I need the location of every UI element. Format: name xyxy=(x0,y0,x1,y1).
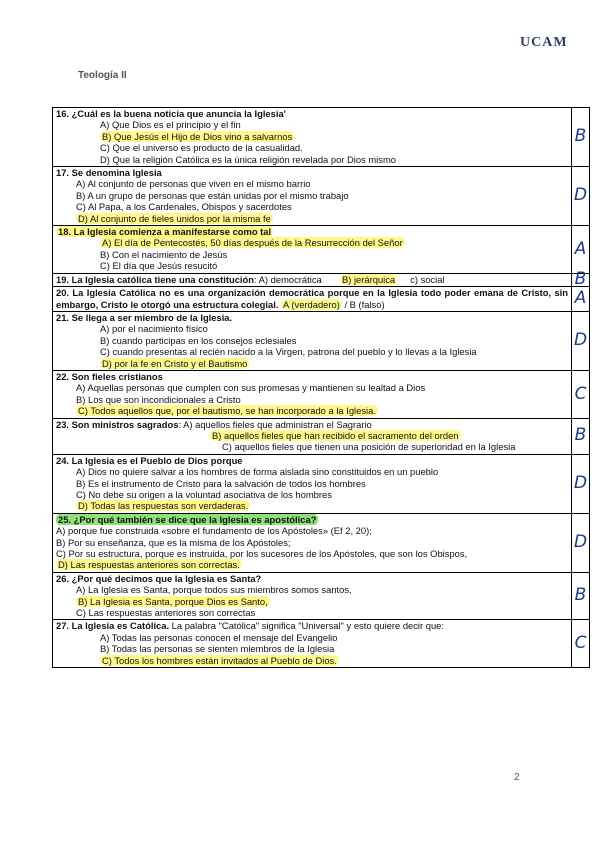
option-27a: A) Todas las personas conocen el mensaje del Evangelio xyxy=(100,631,338,643)
question-row-27 xyxy=(53,620,590,668)
option-22b: B) Los que son incondicionales a Cristo xyxy=(76,393,241,405)
brand-logo: UCAM xyxy=(520,35,568,50)
question-24: 24. La Iglesia es el Pueblo de Dios porque xyxy=(56,454,243,466)
answer-23: B xyxy=(572,418,590,454)
option-25a: A) porque fue construida «sobre el fundamento de los Apóstoles» (Ef 2, 20); xyxy=(56,525,372,537)
question-26: 26. ¿Por qué decimos que la Iglesia es Santa? xyxy=(56,572,262,584)
option-18b: B) Con el nacimiento de Jesús xyxy=(100,248,228,260)
option-16a: A) Que Dios es el principio y el fin xyxy=(100,119,241,131)
option-20a: A (verdadero) xyxy=(283,298,340,310)
question-22: 22. Son fieles cristianos xyxy=(56,370,163,382)
option-22c: C) Todos aquellos que, por el bautismo, se han incorporado a la Iglesia. xyxy=(78,405,376,417)
question-25: 25. ¿Por qué también se dice que la Iglesia es apostólica? xyxy=(58,513,317,525)
option-18a: A) El día de Pentecostés, 50 días después de la Resurrección del Señor xyxy=(102,237,403,249)
option-19c: c) social xyxy=(410,273,445,285)
option-21b: B) cuando participas en los consejos eclesiales xyxy=(100,334,297,346)
question-27-rest: La palabra "Católica" significa "Universal" y esto quiere decir que: xyxy=(169,620,444,632)
option-23b: B) aquellos fieles que han recibido el sacramento del orden xyxy=(212,429,459,441)
answer-18: A xyxy=(572,226,590,274)
option-17d: D) Al conjunto de fieles unidos por la misma fe xyxy=(78,212,271,224)
answer-17: D xyxy=(572,167,590,226)
option-25c: C) Por su estructura, porque es instruida, por los sucesores de los Apóstoles, que son los Obispos, xyxy=(56,548,468,560)
quiz-table xyxy=(52,107,590,668)
option-25b: B) Por su enseñanza, que es la misma de los Apóstoles; xyxy=(56,536,291,548)
answer-19: B xyxy=(572,273,590,286)
answer-22: C xyxy=(572,370,590,418)
option-25d: D) Las respuestas anteriores son correctas. xyxy=(58,559,240,571)
option-23a: : A) aquellos fieles que administran el Sagrario xyxy=(178,418,372,430)
option-23c: C) aquellos fieles que tienen una posición de superioridad en la Iglesia xyxy=(222,441,516,453)
answer-21: D xyxy=(572,311,590,370)
option-22a: A) Aquellas personas que cumplen con sus promesas y mantienen su lealtad a Dios xyxy=(76,382,426,394)
question-17: 17. Se denomina Iglesia xyxy=(56,167,162,179)
question-row-19 xyxy=(53,273,590,286)
question-23: 23. Son ministros sagrados xyxy=(56,418,179,430)
option-21d: D) por la fe en Cristo y el Bautismo xyxy=(102,357,248,369)
option-21a: A) por el nacimiento físico xyxy=(100,323,208,335)
question-19: 19. La Iglesia católica tiene una constitución xyxy=(56,273,254,285)
answer-20: A xyxy=(572,287,590,312)
option-17a: A) Al conjunto de personas que viven en el mismo barrio xyxy=(76,178,311,190)
option-24d: D) Todas las respuestas son verdaderas. xyxy=(78,500,249,512)
question-27: 27. La Iglesia es Católica. xyxy=(56,620,170,632)
option-24a: A) Dios no quiere salvar a los hombres de forma aislada sino constituidos en un pueblo xyxy=(76,466,439,478)
question-row-18 xyxy=(53,226,590,274)
option-20b: / B (falso) xyxy=(341,298,385,310)
question-21: 21. Se llega a ser miembro de la Iglesia. xyxy=(56,311,233,323)
option-21c: C) cuando presentas al recién nacido a la Virgen, patrona del pueblo y lo llevas a la Iglesia xyxy=(100,346,477,358)
option-27c: C) Todos los hombres están invitados al Pueblo de Dios. xyxy=(102,654,337,666)
question-row-21 xyxy=(53,311,590,370)
question-row-26 xyxy=(53,572,590,620)
option-24c: C) No debe su origen a la voluntad asociativa de los hombres xyxy=(76,489,332,500)
option-16d: D) Que la religión Católica es la única religión revelada por Dios mismo xyxy=(100,153,396,165)
option-16c: C) Que el universo es producto de la casualidad. xyxy=(100,142,303,154)
question-row-24 xyxy=(53,454,590,513)
option-19b: B) jerárquica xyxy=(341,273,396,285)
page-number: 2 xyxy=(514,772,520,783)
course-title: Teología II xyxy=(78,70,127,81)
question-row-17 xyxy=(53,167,590,226)
option-17b: B) A un grupo de personas que están unidas por el mismo trabajo xyxy=(76,189,349,201)
question-row-22 xyxy=(53,370,590,418)
question-row-23 xyxy=(53,418,590,454)
answer-16: B xyxy=(572,108,590,167)
answer-24: D xyxy=(572,454,590,513)
option-18c: C) El día que Jesús resucitó xyxy=(100,260,218,272)
answer-27: C xyxy=(572,620,590,668)
answer-25: D xyxy=(572,513,590,572)
question-18: 18. La Iglesia comienza a manifestarse como tal xyxy=(58,226,272,238)
option-16b: B) Que Jesús el Hijo de Dios vino a salvarnos xyxy=(102,130,293,142)
question-row-25 xyxy=(53,513,590,572)
option-27b: B) Todas las personas se sienten miembros de la Iglesia xyxy=(100,643,335,655)
question-20: 20. La Iglesia Católica no es una organización democrática porque en la Iglesia todo poder emana de Cristo, sin embargo, Cristo le otorgó una estructura colegial. xyxy=(56,287,568,310)
option-26b: B) La Iglesia es Santa, porque Dios es Santo, xyxy=(78,595,268,607)
option-19a: : A) democrática xyxy=(253,273,322,285)
option-24b: B) Es el instrumento de Cristo para la salvación de todos los hombres xyxy=(76,477,366,489)
question-16: 16. ¿Cuál es la buena noticia que anuncia la Iglesia' xyxy=(56,108,286,119)
question-row-20 xyxy=(53,287,590,312)
question-row-16 xyxy=(53,108,590,167)
option-17c: C) Al Papa, a los Cardenales, Obispos y sacerdotes xyxy=(76,201,292,213)
option-26c: C) Las respuestas anteriores son correctas xyxy=(76,607,256,619)
option-26a: A) La Iglesia es Santa, porque todos sus miembros somos santos, xyxy=(76,584,352,596)
answer-26: B xyxy=(572,572,590,620)
